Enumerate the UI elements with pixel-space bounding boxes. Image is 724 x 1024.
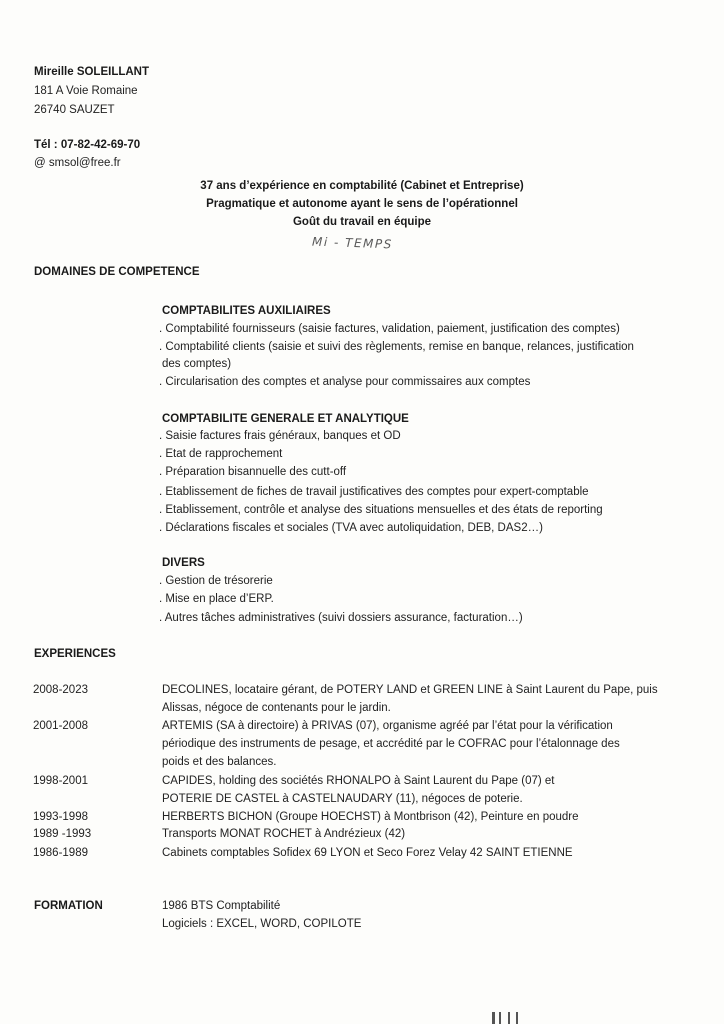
list-item: . Déclarations fiscales et sociales (TVA avec autoliquidation, DEB, DAS2…) <box>159 522 543 534</box>
list-item: . Etat de rapprochement <box>159 448 283 460</box>
subsection-title-generale: COMPTABILITE GENERALE ET ANALYTIQUE <box>162 413 409 425</box>
summary-line-3: Goût du travail en équipe <box>292 216 432 228</box>
list-item: . Gestion de trésorerie <box>159 575 273 587</box>
experience-line: périodique des instruments de pesage, et accrédité par le COFRAC pour l’étalonnage des <box>162 738 620 750</box>
experience-line: poids et des balances. <box>162 756 277 768</box>
experience-line: CAPIDES, holding des sociétés RHONALPO à Saint Laurent du Pape (07) et <box>162 775 555 787</box>
experience-line: HERBERTS BICHON (Groupe HOECHST) à Montbrison (42), Peinture en poudre <box>162 811 579 823</box>
experience-years: 1993-1998 <box>33 811 88 823</box>
address-line-1: 181 A Voie Romaine <box>34 85 138 97</box>
phone-number: Tél : 07-82-42-69-70 <box>34 139 141 151</box>
section-heading-experiences: EXPERIENCES <box>34 648 116 660</box>
experience-years: 2008-2023 <box>33 684 88 696</box>
candidate-name: Mireille SOLEILLANT <box>34 66 150 78</box>
list-item: . Mise en place d’ERP. <box>159 593 274 605</box>
experience-line: Alissas, négoce de contenants pour le jardin. <box>162 702 391 714</box>
experience-years: 1998-2001 <box>33 775 88 787</box>
experience-years: 1986-1989 <box>33 847 88 859</box>
list-item: . Circularisation des comptes et analyse pour commissaires aux comptes <box>159 376 531 388</box>
list-item: . Etablissement, contrôle et analyse des situations mensuelles et des états de reporting <box>159 504 603 516</box>
address-line-2: 26740 SAUZET <box>34 104 115 116</box>
list-item: . Etablissement de fiches de travail justificatives des comptes pour expert-comptable <box>159 486 589 498</box>
experience-line: Transports MONAT ROCHET à Andrézieux (42) <box>162 828 406 840</box>
section-heading-formation: FORMATION <box>34 900 103 912</box>
experience-line: ARTEMIS (SA à directoire) à PRIVAS (07), organisme agréé par l’état pour la vérification <box>162 720 613 732</box>
list-item: des comptes) <box>162 358 232 370</box>
summary-line-2: Pragmatique et autonome ayant le sens de l’opérationnel <box>206 198 518 210</box>
experience-line: Cabinets comptables Sofidex 69 LYON et Seco Forez Velay 42 SAINT ETIENNE <box>162 847 573 859</box>
list-item: . Saisie factures frais généraux, banques et OD <box>159 430 401 442</box>
list-item: . Comptabilité fournisseurs (saisie factures, validation, paiement, justification des comptes) <box>159 323 620 335</box>
experience-years: 1989 -1993 <box>33 828 92 840</box>
formation-line-2: Logiciels : EXCEL, WORD, COPILOTE <box>162 918 362 930</box>
email-address: @ smsol@free.fr <box>34 157 121 169</box>
experience-line: POTERIE DE CASTEL à CASTELNAUDARY (11), négoces de poterie. <box>162 793 523 805</box>
list-item: . Autres tâches administratives (suivi dossiers assurance, facturation…) <box>159 612 523 624</box>
experience-years: 2001-2008 <box>33 720 88 732</box>
subsection-title-auxiliaires: COMPTABILITES AUXILIAIRES <box>162 305 331 317</box>
section-heading-domaines: DOMAINES DE COMPETENCE <box>34 266 200 278</box>
experience-line: DECOLINES, locataire gérant, de POTERY LAND et GREEN LINE à Saint Laurent du Pape, puis <box>162 684 658 696</box>
subsection-title-divers: DIVERS <box>162 557 205 569</box>
summary-line-1: 37 ans d’expérience en comptabilité (Cabinet et Entreprise) <box>200 180 524 192</box>
formation-line-1: 1986 BTS Comptabilité <box>162 900 281 912</box>
list-item: . Comptabilité clients (saisie et suivi des règlements, remise en banque, relances, justification <box>159 341 634 353</box>
handwritten-note: Mi - TEMPS <box>311 234 393 252</box>
list-item: . Préparation bisannuelle des cutt-off <box>159 466 347 478</box>
